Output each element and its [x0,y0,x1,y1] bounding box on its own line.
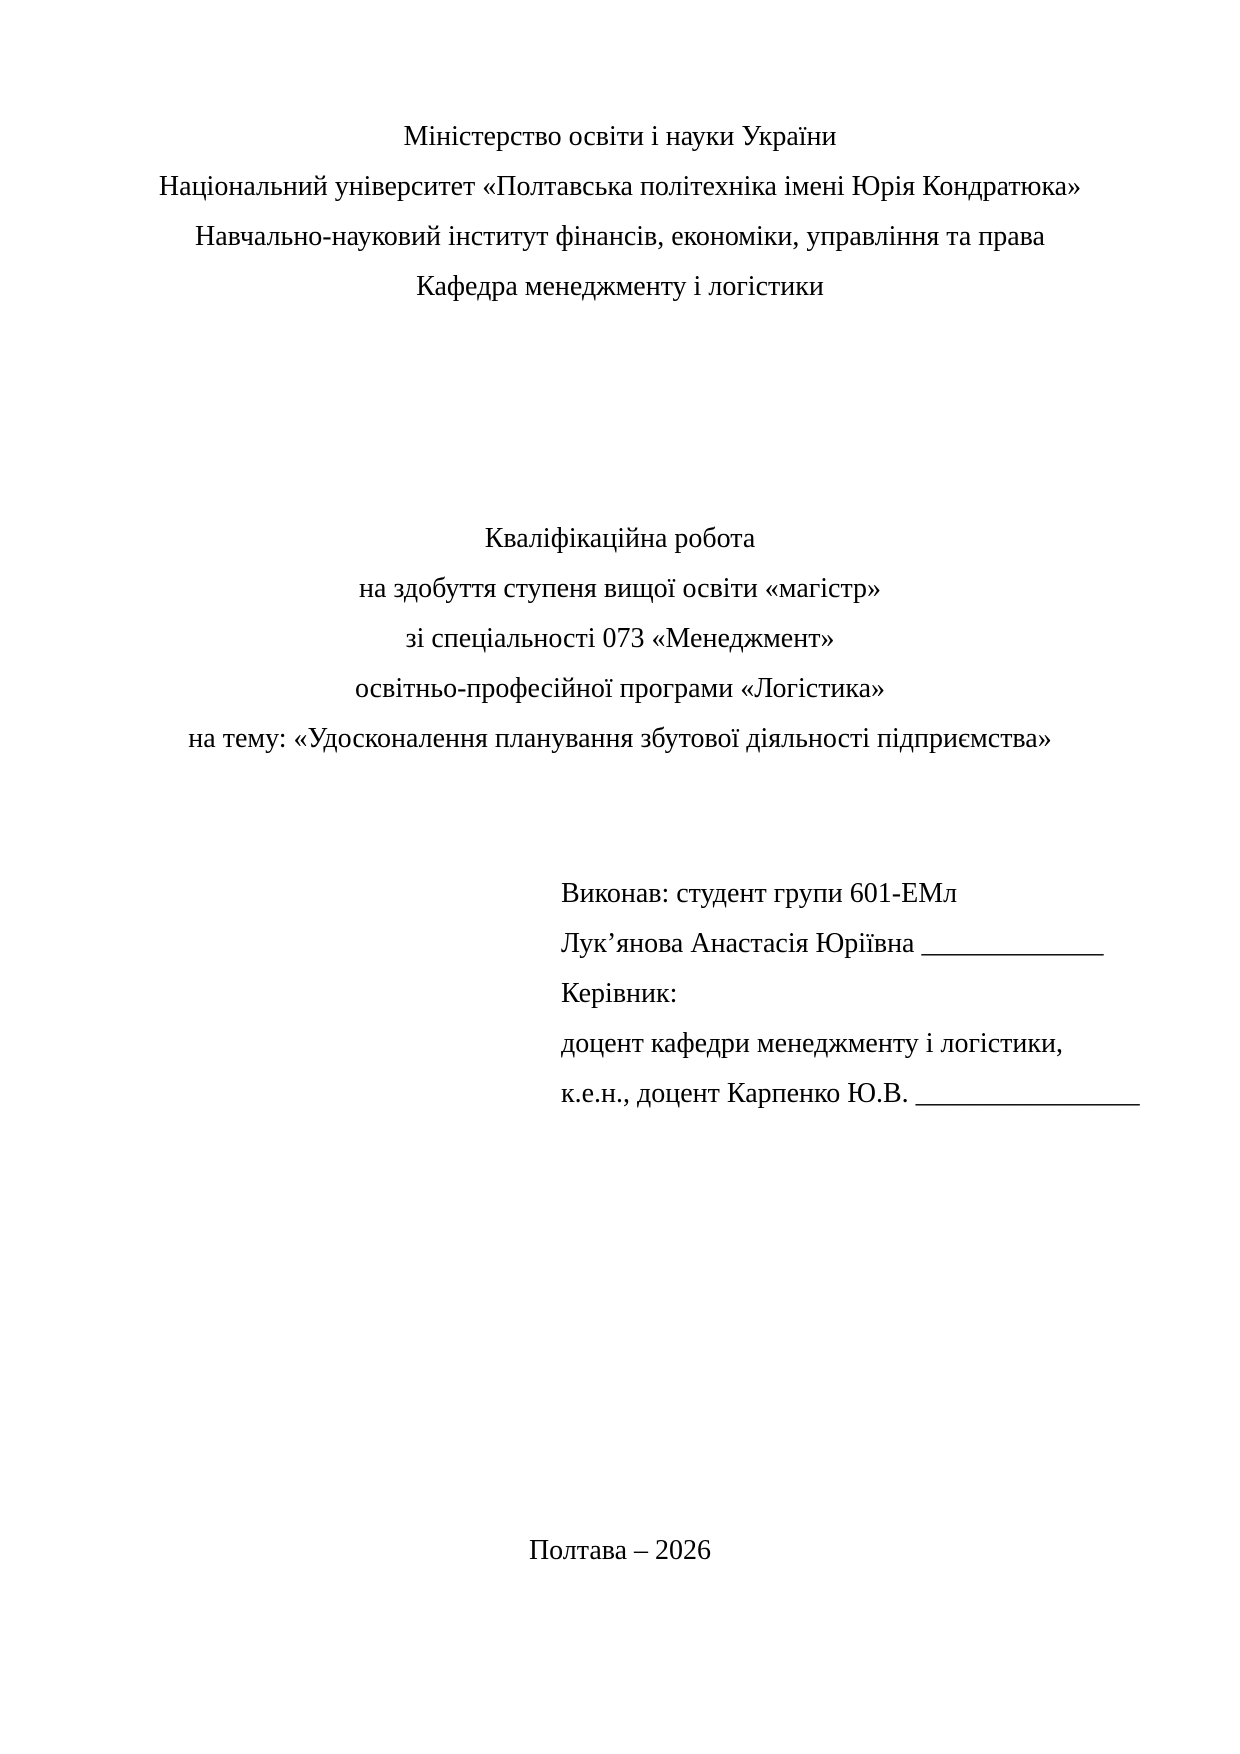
specialty-line: зі спеціальності 073 «Менеджмент» [405,623,835,654]
topic-line: на тему: «Удосконалення планування збутової діяльності підприємства» [188,723,1052,754]
performed-by-line: Виконав: студент групи 601-ЕМл [561,878,958,909]
institution-header [0,112,1240,312]
supervisor-position: доцент кафедри менеджменту і логістики, [561,1028,1063,1059]
student-name-line: Лук’янова Анастасія Юріївна _____________ [561,928,1104,959]
city-year: Полтава – 2026 [528,1535,712,1566]
supervisor-label: Керівник: [561,978,678,1009]
supervisor-name-line: к.е.н., доцент Карпенко Ю.В. ________________ [561,1078,1140,1109]
work-title-block [0,514,1240,764]
program-line: освітньо-професійної програми «Логістика» [354,673,886,704]
author-supervisor-block [561,869,1201,1119]
department-name: Кафедра менеджменту і логістики [416,271,824,302]
degree-line: на здобуття ступеня вищої освіти «магістр» [358,573,882,604]
ministry-name: Міністерство освіти і науки України [403,121,837,152]
institute-name: Навчально-науковий інститут фінансів, економіки, управління та права [195,221,1045,252]
work-type: Кваліфікаційна робота [484,523,756,554]
city-year-footer [0,1526,1240,1576]
university-name: Національний університет «Полтавська політехніка імені Юрія Кондратюка» [158,171,1082,202]
